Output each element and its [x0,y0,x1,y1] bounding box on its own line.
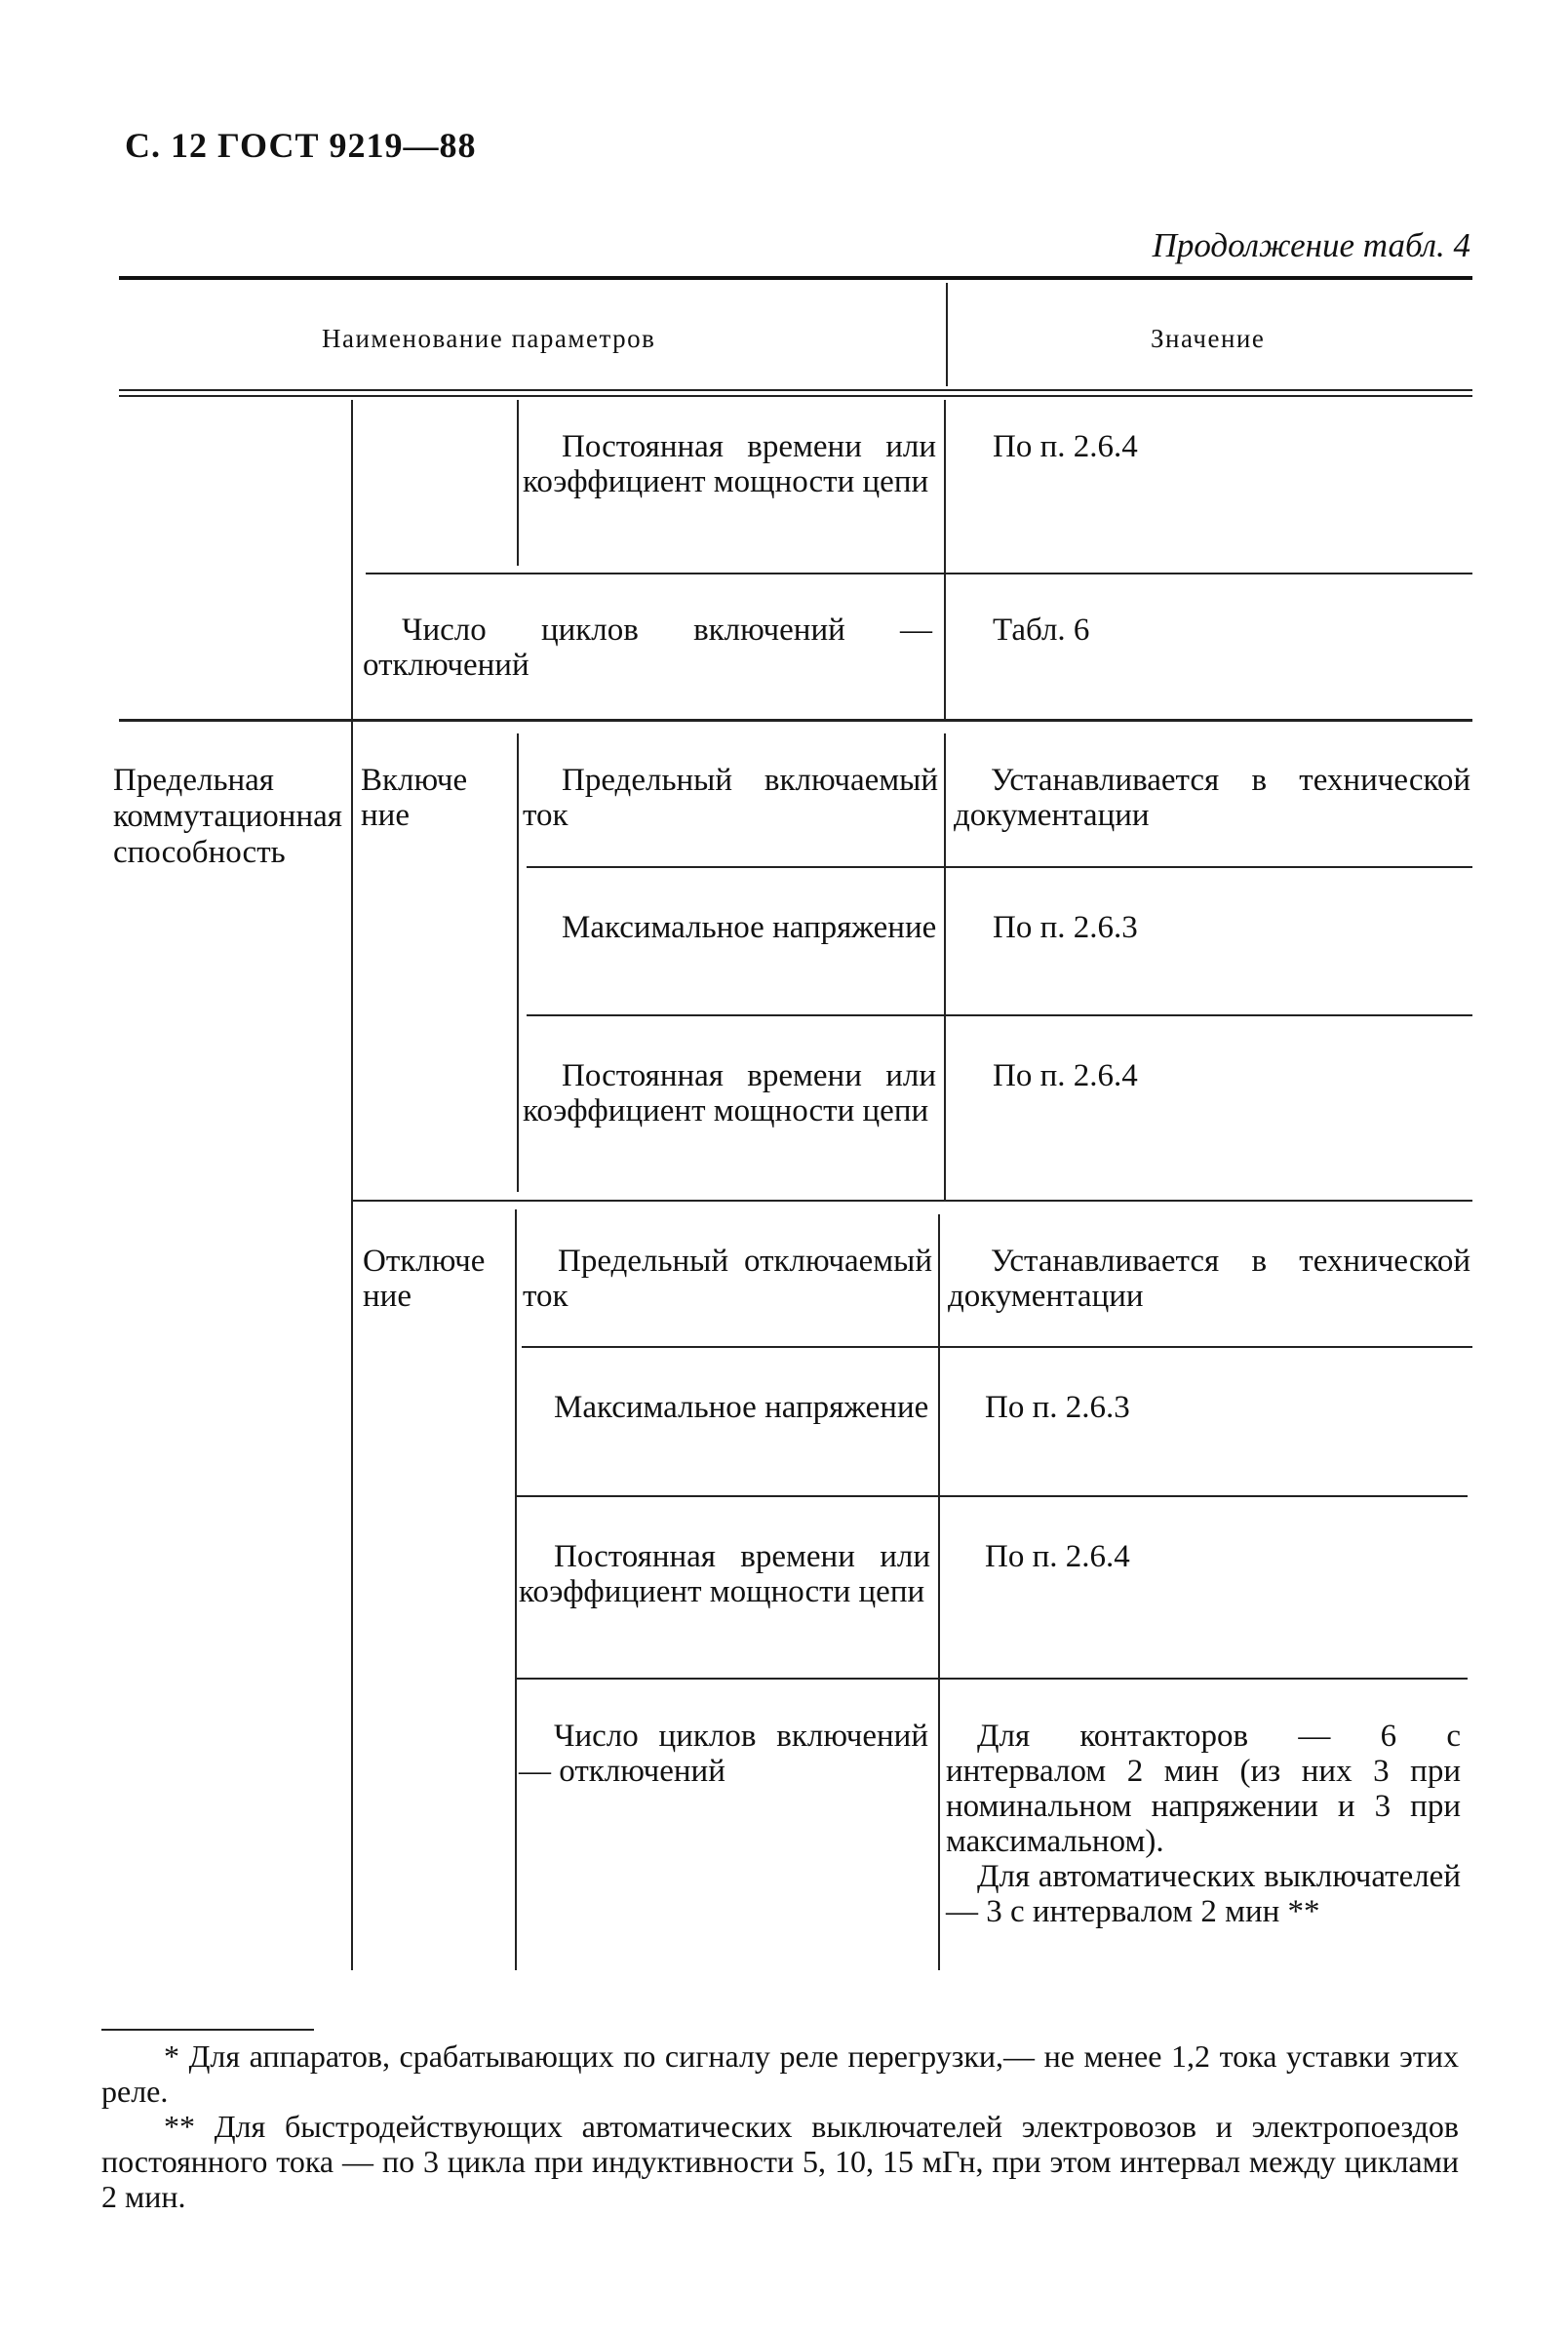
subgroup-label: Отключение [363,1244,486,1314]
value-cell: По п. 2.6.3 [985,1390,1130,1425]
row-rule [527,866,1472,868]
param-cell: Максимальное напряжение [562,910,937,945]
value-cell: Табл. 6 [993,613,1090,648]
param-column-line [517,400,519,566]
row-rule [351,1200,1472,1202]
param-cell: Предельный отключаемый ток [523,1244,932,1314]
header-double-rule-2 [119,395,1472,397]
row-rule [527,1014,1472,1016]
param-cell: Постоянная времени или коэффициент мощности цепи [523,1058,936,1128]
footnotes [101,2038,1459,2214]
value-column-line [938,1214,940,1970]
subgroup-label: Включение [361,763,468,833]
value-cell-continuation: Для автоматических выключателей — 3 с интервалом 2 мин ** [946,1859,1461,1929]
footnote-2: ** Для быстродействующих автоматических выключателей электровозов и электропоездов постоянного тока — по 3 цикла при индуктивности 5, 10, 15 мГн, при этом интервал между циклами 2 мин. [101,2109,1459,2214]
header-double-rule-1 [119,389,1472,391]
value-cell: По п. 2.6.4 [993,429,1138,464]
table-continuation-label: Продолжение табл. 4 [1152,226,1470,264]
group-label: Предельная коммутационная способность [113,763,342,870]
group-column-line [351,400,353,1970]
column-header-name: Наименование параметров [322,324,656,353]
table-top-rule [119,276,1472,280]
value-column-line [944,733,946,1202]
row-rule-thick [119,719,1472,722]
value-cell: Устанавливается в технической документации [954,763,1470,833]
param-cell: Постоянная времени или коэффициент мощности цепи [523,429,936,499]
value-cell: Для контакторов — 6 с интервалом 2 мин (из них 3 при номинальном напряжении и 3 при максимальном). [946,1719,1461,1859]
row-rule [522,1346,1472,1348]
param-column-line [517,733,519,1192]
footnote-1: * Для аппаратов, срабатывающих по сигналу реле перегрузки,— не менее 1,2 тока уставки этих реле. [101,2038,1459,2109]
row-rule [366,573,1472,574]
value-column-line [944,400,946,722]
row-rule [517,1678,1468,1680]
param-cell: Число циклов включений — отключений [363,613,932,683]
header-divider [946,283,948,386]
param-cell: Максимальное напряжение [554,1390,929,1425]
param-cell: Предельный включаемый ток [523,763,938,833]
param-column-line [515,1209,517,1970]
value-cell: По п. 2.6.4 [993,1058,1138,1093]
param-cell: Постоянная времени или коэффициент мощности цепи [519,1539,930,1609]
row-rule [517,1495,1468,1497]
column-header-value: Значение [1151,324,1266,353]
page-header: С. 12 ГОСТ 9219—88 [125,126,477,165]
value-cell: По п. 2.6.3 [993,910,1138,945]
value-cell: По п. 2.6.4 [985,1539,1130,1574]
value-cell: Устанавливается в технической документации [948,1244,1470,1314]
param-cell: Число циклов включений — отключений [519,1719,928,1789]
footnote-separator [101,2029,314,2031]
